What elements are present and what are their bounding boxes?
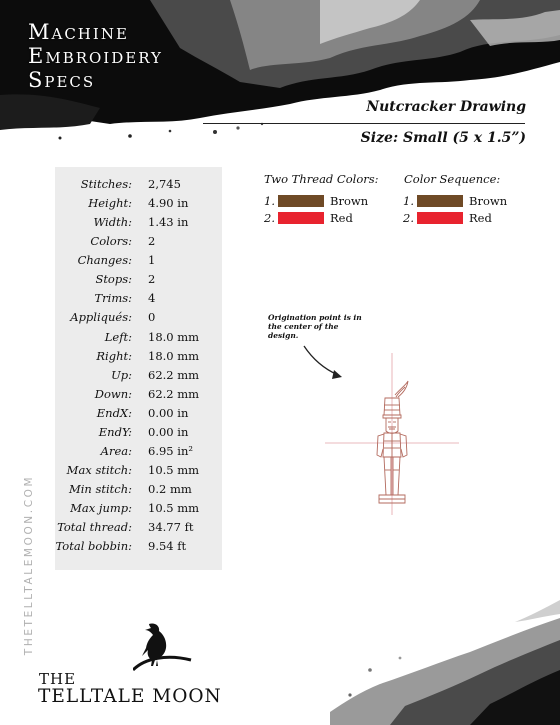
spec-value: 34.77 ft <box>148 520 194 534</box>
color-sequence-title: Color Sequence: <box>404 172 501 186</box>
spec-row-stops <box>55 270 222 289</box>
spec-row-area <box>55 442 222 461</box>
spec-row-right <box>55 347 222 366</box>
spec-value: 1 <box>148 253 156 267</box>
spec-value: 0.00 in <box>148 406 189 420</box>
spec-label: Right: <box>96 349 132 363</box>
spec-row-down <box>55 385 222 404</box>
spec-value: 10.5 mm <box>148 463 200 477</box>
spec-value: 18.0 mm <box>148 330 200 344</box>
raven-moon-icon <box>133 620 193 672</box>
spec-row-up <box>55 366 222 385</box>
spec-label: Down: <box>94 387 132 401</box>
spec-row-max-stitch <box>55 461 222 480</box>
spec-value: 2,745 <box>148 177 181 191</box>
spec-label: Changes: <box>77 253 132 267</box>
title-line-3: Specs <box>28 68 96 92</box>
color-sequence-item <box>403 194 513 208</box>
spec-label: Max stitch: <box>66 463 132 477</box>
spec-value: 0.2 mm <box>148 482 192 496</box>
spec-row-endx <box>55 404 222 423</box>
brush-stroke-footer <box>330 600 560 725</box>
specs-panel <box>55 167 222 570</box>
spec-row-max-jump <box>55 499 222 518</box>
spec-value: 62.2 mm <box>148 368 200 382</box>
title-line-1: Machine <box>28 20 129 44</box>
spec-value: 4 <box>148 291 156 305</box>
spec-label: Stops: <box>95 272 132 286</box>
thread-colors-title: Two Thread Colors: <box>264 172 379 186</box>
spec-value: 2 <box>148 272 156 286</box>
design-preview <box>262 345 462 520</box>
sequence-number: 2. <box>403 211 414 225</box>
spec-row-total-thread <box>55 518 222 537</box>
red-swatch <box>417 212 463 224</box>
spec-value: 6.95 in² <box>148 444 193 458</box>
sequence-color-name: Red <box>469 211 492 225</box>
red-swatch <box>278 212 324 224</box>
spec-label: Stitches: <box>80 177 132 191</box>
spec-value: 4.90 in <box>148 196 189 210</box>
header-divider <box>203 123 525 124</box>
spec-label: Trims: <box>94 291 132 305</box>
thread-color-item <box>264 194 374 208</box>
title-line-2: Embroidery <box>28 44 163 68</box>
spec-value: 9.54 ft <box>148 539 187 553</box>
brown-swatch <box>278 195 324 207</box>
spec-label: Total thread: <box>57 520 132 534</box>
spec-row-left <box>55 328 222 347</box>
design-name: Nutcracker Drawing <box>366 99 526 115</box>
thread-color-name: Brown <box>330 194 369 208</box>
spec-label: Area: <box>100 444 132 458</box>
spec-row-total-bobbin <box>55 537 222 556</box>
spec-label: Total bobbin: <box>55 539 132 553</box>
thread-color-number: 2. <box>264 211 275 225</box>
spec-label: EndY: <box>98 425 132 439</box>
spec-row-width <box>55 213 222 232</box>
spec-row-trims <box>55 289 222 308</box>
origination-note: Origination point is in the center of the design. <box>268 313 362 340</box>
spec-value: 62.2 mm <box>148 387 200 401</box>
spec-value: 2 <box>148 234 156 248</box>
color-sequence-item <box>403 211 513 225</box>
spec-value: 10.5 mm <box>148 501 200 515</box>
spec-label: Width: <box>93 215 132 229</box>
spec-label: EndX: <box>96 406 132 420</box>
logo-name: TELLTALE MOON <box>38 686 222 707</box>
spec-value: 18.0 mm <box>148 349 200 363</box>
website-url: THETELLTALEMOON.COM <box>23 474 35 656</box>
brown-swatch <box>417 195 463 207</box>
spec-row-min-stitch <box>55 480 222 499</box>
spec-value: 0 <box>148 310 156 324</box>
logo-the: THE <box>39 670 77 688</box>
spec-row-height <box>55 194 222 213</box>
spec-label: Height: <box>88 196 132 210</box>
spec-row-appliques <box>55 308 222 327</box>
spec-label: Appliqués: <box>70 310 132 324</box>
spec-label: Colors: <box>90 234 132 248</box>
spec-row-stitches <box>55 175 222 194</box>
thread-color-name: Red <box>330 211 353 225</box>
thread-color-number: 1. <box>264 194 275 208</box>
brand-logo <box>38 620 248 715</box>
spec-label: Up: <box>111 368 132 382</box>
spec-row-colors <box>55 232 222 251</box>
sequence-number: 1. <box>403 194 414 208</box>
spec-label: Min stitch: <box>68 482 132 496</box>
spec-label: Max jump: <box>70 501 132 515</box>
spec-value: 1.43 in <box>148 215 189 229</box>
spec-value: 0.00 in <box>148 425 189 439</box>
design-size: Size: Small (5 x 1.5”) <box>360 130 526 146</box>
thread-color-item <box>264 211 374 225</box>
sequence-color-name: Brown <box>469 194 508 208</box>
spec-label: Left: <box>104 330 132 344</box>
page-title <box>28 20 163 92</box>
spec-row-changes <box>55 251 222 270</box>
spec-row-endy <box>55 423 222 442</box>
